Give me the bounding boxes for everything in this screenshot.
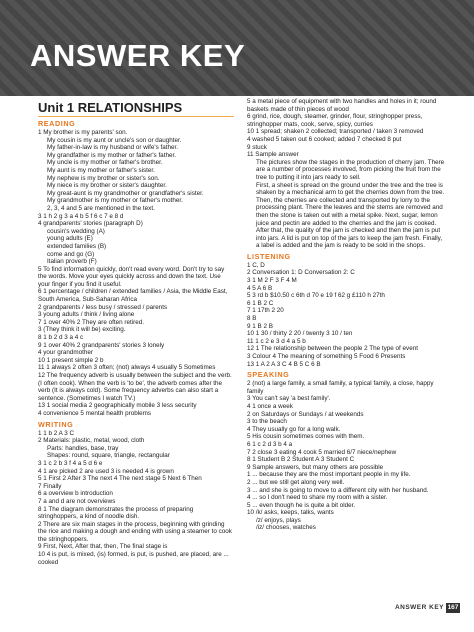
answer-line: cousin's wedding (A) — [47, 227, 105, 235]
answer-line: 5 His cousin sometimes comes with them. — [247, 433, 365, 441]
answer-line: First, a sheet is spread on the ground under the tree and the tree is shaken by a mechanical arm to get the cherries down from the tree. Then, the cherries are collected and transported by lorry to the processing plant. There the leaves and the stems are removed and then the stone is taken out with a metal spike. Next, sugar, lemon juice and pectin are added to the cherries and the jam is cooked. After that, the quality of the jam is checked and then the jam is put into jars. A lid is put on top of the jars to keep the jam fresh. Finally, a label is added and the jam is ready to be sold in the shops. — [256, 181, 445, 250]
answer-line: 2 Materials: plastic, metal, wood, cloth — [38, 437, 145, 445]
answer-line: My nephew is my brother or sister's son. — [47, 174, 160, 182]
answer-line: 6 1 c 2 d 3 b 4 a — [247, 440, 293, 448]
answer-line: 5 1 First 2 After 3 The next 4 The next stage 5 Next 6 Then — [38, 475, 202, 483]
answer-line: come and go (G) — [47, 250, 95, 258]
answer-line: 3 1 M 2 F 3 F 4 M — [247, 277, 297, 285]
answer-line: 2 (not) a large family, a small family, a typical family, a close, happy family — [247, 380, 434, 395]
answer-line: young adults (E) — [47, 235, 93, 243]
answer-line: 11 Sample answer — [247, 151, 299, 159]
unit-title: Unit 1 RELATIONSHIPS — [38, 100, 234, 117]
speaking-heading: SPEAKING — [247, 370, 290, 380]
answer-line: 2, 3, 4 and 5 are mentioned in the text. — [47, 204, 155, 212]
answer-line: Parts: handles, base, tray — [47, 444, 119, 452]
header-banner — [0, 0, 474, 96]
reading-heading: READING — [38, 119, 76, 128]
answer-line: 7 Finally — [38, 482, 62, 490]
answer-line: 11 1 c 2 e 3 d 4 a 5 b — [247, 337, 306, 345]
answer-line: 5 3 rd b $10.50 c 6th d 70 e 19 f 62 g £110 h 27th — [247, 292, 385, 300]
answer-line: 4 grandparents' stories (paragraph D) — [38, 220, 143, 228]
answer-line: 2 There are six main stages in the process, beginning with grinding the rice and making a dough and ending with using a steamer to cook the stringhoppers. — [38, 520, 232, 543]
answer-line: 10 1 spread; shaken 2 collected; transported / taken 3 removed — [247, 128, 424, 136]
answer-line: 7 2 close 3 eating 4 cook 5 married 6/7 niece/nephew — [247, 448, 397, 456]
answer-line: 1 ... because they are the most important people in my life. — [247, 471, 411, 479]
answer-line: 4 washed 5 taken out 6 cooked; added 7 checked 8 put — [247, 135, 402, 143]
answer-line: My father-in-law is my husband or wife's father. — [47, 144, 179, 152]
answer-line: 3 to the beach — [247, 418, 287, 426]
answer-line: 9 Sample answers, but many others are possible — [247, 463, 384, 471]
answer-line: 6 a overview b introduction — [38, 490, 113, 498]
answer-line: 4 1 once a week — [247, 402, 293, 410]
answer-line: The pictures show the stages in the production of cherry jam. There are a number of processes involved, from picking the fruit from the tree to putting it into jars ready to sell. — [256, 158, 445, 181]
answer-line: 4 5 A 6 B — [247, 284, 273, 292]
answer-line: extended families (B) — [47, 242, 107, 250]
answer-line: My grandmother is my mother or father's mother. — [47, 197, 183, 205]
answer-line: My uncle is my mother or father's brother. — [47, 159, 163, 167]
answer-line: 3 (They think it will be) exciting. — [38, 326, 126, 334]
answer-line: 3 ... and she is going to move to a different city with her husband. — [247, 486, 429, 494]
answer-line: 5 To find information quickly, don't read every word. Don't try to say the words. Move your eyes quickly across and down the text. Use your finger if you find it useful. — [38, 265, 225, 288]
answer-line: 11 1 always 2 often 3 often; (not) always 4 usually 5 Sometimes — [38, 364, 216, 372]
answer-line: 4 convenience 5 mental health problems — [38, 409, 152, 417]
answer-line: My aunt is my mother or father's sister. — [47, 166, 155, 174]
answer-line: 8 1 Student B 2 Student A 3 Student C — [247, 456, 355, 464]
answer-line: My cousin is my aunt or uncle's son or daughter. — [47, 136, 182, 144]
answer-line: /iz/ chooses, watches — [256, 524, 316, 532]
answer-line: 3 You can't say 'a best family'. — [247, 395, 331, 403]
answer-line: 9 stuck — [247, 143, 267, 151]
answer-line: 1 My brother is my parents' son. — [38, 129, 128, 136]
answer-line: 9 1 over 40% 2 grandparents' stories 3 lonely — [38, 341, 165, 349]
answer-line: 10 1 30 / thirty 2 20 / twenty 3 10 / ten — [247, 330, 353, 338]
answer-line: 10 /k/ asks, keeps, talks, wants — [247, 509, 334, 517]
answer-line: 5 a metal piece of equipment with two handles and holes in it; round baskets made of thin pieces of wood — [247, 98, 437, 113]
answer-line: My great-aunt is my grandmother or grandfather's sister. — [47, 189, 204, 197]
answer-line: 7 a and d are not overviews — [38, 497, 116, 505]
answer-line: 8 1 b 2 d 3 a 4 c — [38, 334, 84, 342]
reading-answers — [38, 129, 234, 418]
answer-line: 6 1 B 2 C — [247, 299, 274, 307]
answer-line: 4 They usually go for a long walk. — [247, 425, 341, 433]
answer-line: Shapes: round, square, triangle, rectangular — [47, 452, 170, 460]
answer-line: 7 1 17th 2 20 — [247, 307, 284, 315]
answer-line: 3 1 h 2 g 3 a 4 b 5 f 6 c 7 e 8 d — [38, 212, 124, 220]
answer-line: 5 ... even though he is quite a bit older. — [247, 501, 356, 509]
answer-line: 13 1 social media 2 geographically mobile 3 less security — [38, 402, 197, 410]
answer-line: 12 The frequency adverb is usually between the subject and the verb. (I often cook). When the verb is 'to be', the adverb comes after the verb (It is always cold). Some frequency adverbs can also start a sentence. (Sometimes I watch TV.) — [38, 372, 232, 402]
answer-line: 6 1 percentage / children / extended families / Asia, the Middle East, South America, Sub-Saharan Africa — [38, 288, 228, 304]
answer-line: 10 1 present simple 2 b — [38, 356, 104, 364]
answer-line: 2 grandparents / less busy / stressed / parents — [38, 303, 168, 311]
answer-line: 8 1 The diagram demonstrates the process of preparing stringhoppers, a kind of noodle dish. — [38, 505, 194, 521]
answer-line: Italian proverb (F) — [47, 258, 97, 266]
writing-answers — [38, 430, 234, 567]
listening-answers — [247, 262, 447, 368]
answer-line: 10 4 is put, is mixed, (is) formed, is put, is pushed, are placed, are ... cooked — [38, 551, 229, 566]
answer-line: 4 1 are picked 2 are used 3 is needed 4 is grown — [38, 467, 174, 475]
page-number: 167 — [447, 604, 459, 611]
left-column — [38, 100, 234, 566]
answer-line: 9 1 B 2 B — [247, 322, 273, 330]
answer-line: 3 young adults / think / living alone — [38, 311, 135, 319]
answer-line: 8 B — [247, 315, 257, 323]
answer-line: 1 C, D — [247, 261, 265, 269]
answer-line: 2 on Saturdays or Sundays / at weekends — [247, 410, 364, 418]
answer-line: My niece is my brother or sister's daughter. — [47, 182, 167, 190]
answer-line: /z/ enjoys, plays — [256, 516, 301, 524]
answer-line: 13 1 A 2 A 3 C 4 B 5 C 6 B — [247, 360, 321, 368]
answer-line: 9 First, Next, After that, then, The final stage is — [38, 543, 168, 551]
right-column — [247, 98, 447, 532]
page-title: ANSWER KEY — [30, 38, 246, 73]
speaking-answers — [247, 380, 447, 532]
answer-line: 3 1 c 2 b 3 f 4 a 5 d 6 e — [38, 459, 103, 467]
answer-line: 2 ... but we still get along very well. — [247, 478, 345, 486]
answer-line: 12 1 The relationship between the people 2 The type of event — [247, 345, 418, 353]
answer-line: 1 1 b 2 A 3 C — [38, 429, 75, 437]
writing-heading: WRITING — [38, 419, 74, 429]
footer-label: ANSWER KEY — [394, 604, 444, 611]
answer-line: 3 Colour 4 The meaning of something 5 Food 6 Presents — [247, 353, 406, 360]
writing-continued-answers — [247, 98, 447, 250]
answer-line: 4 ... so I don't need to share my room with a sister. — [247, 494, 388, 502]
answer-line: My grandfather is my mother or father's father. — [47, 151, 176, 159]
answer-line: 2 Conversation 1: D Conversation 2: C — [247, 269, 355, 277]
answer-line: 4 your grandmother — [38, 349, 93, 357]
answer-line: 6 grind, rice, dough, steamer, grinder, flour, stringhopper press, stringhopper mats, cook, serve, spicy, curries — [247, 113, 423, 128]
answer-line: 7 1 over 40% 2 They are often retired. — [38, 318, 144, 326]
listening-heading: LISTENING — [247, 251, 291, 261]
